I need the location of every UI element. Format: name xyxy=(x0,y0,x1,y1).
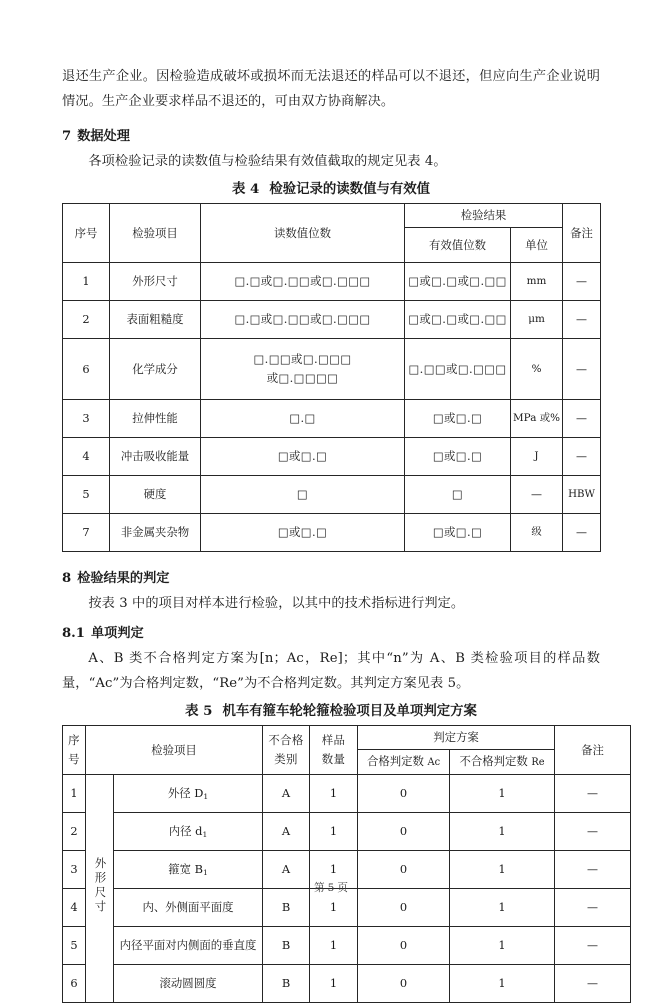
table4-cell-valid: □或□.□或□.□□ xyxy=(405,263,511,301)
table5-cell-ac: 0 xyxy=(358,889,450,927)
table5-cell-ac: 0 xyxy=(358,813,450,851)
table5-cell-seq: 6 xyxy=(63,965,86,1003)
table5-cell-item xyxy=(114,813,263,851)
table4-cell-seq: 6 xyxy=(63,339,110,400)
table4-reading-line-1: □.□□或□.□□□ xyxy=(253,352,352,366)
footer-prefix: 第 xyxy=(314,882,325,894)
table5-cell-re: 1 xyxy=(450,813,555,851)
table5-cell-sample: 1 xyxy=(310,889,358,927)
table4-cell-valid: □ xyxy=(405,476,511,514)
paragraph-8-1-1: A、B 类不合格判定方案为[n；Ac，Re]；其中“n”为 A、B 类检验项目的样品数量，“Ac”为合格判定数，“Re”为不合格判定数。其判定方案见表 5。 xyxy=(62,651,600,691)
table4-th-unit: 单位 xyxy=(511,228,563,263)
table5-cell-sample: 1 xyxy=(310,965,358,1003)
table4-cell-item: 硬度 xyxy=(110,476,201,514)
table5-th-re xyxy=(450,750,555,775)
table-row xyxy=(63,263,601,301)
table5-cell-re: 1 xyxy=(450,889,555,927)
table4-cell-reading xyxy=(201,339,405,400)
table-5 xyxy=(62,725,631,1003)
table4-cell-valid: □.□□或□.□□□ xyxy=(405,339,511,400)
table4-cell-unit: mm xyxy=(511,263,563,301)
table5-cell-defect: A xyxy=(263,813,310,851)
table5-th-sample-line-2: 数量 xyxy=(321,752,346,766)
table5-th-sample xyxy=(310,726,358,775)
table4-cell-unit: MPa 或% xyxy=(511,400,563,438)
table4-th-result-group: 检验结果 xyxy=(405,204,563,228)
table4-header-row-1 xyxy=(63,204,601,228)
table-row xyxy=(63,301,601,339)
table5-cell-defect: B xyxy=(263,889,310,927)
table4-cell-valid: □或□.□或□.□□ xyxy=(405,301,511,339)
table5-item-subscript: 1 xyxy=(202,867,208,877)
table5-cell-ac: 0 xyxy=(358,851,450,889)
table4-cell-valid: □或□.□ xyxy=(405,400,511,438)
table5-cell-item xyxy=(114,965,263,1003)
table5-cell-defect: B xyxy=(263,965,310,1003)
table5-item-name: 滚动圆圆度 xyxy=(159,975,217,990)
table4-cell-seq: 1 xyxy=(63,263,110,301)
table5-cell-re: 1 xyxy=(450,965,555,1003)
table5-item-subscript: 1 xyxy=(203,791,209,801)
table5-cell-remark: — xyxy=(555,889,631,927)
table5-th-defect-line-2: 类别 xyxy=(274,752,298,766)
table4-body xyxy=(63,263,601,552)
table4-cell-reading: □或□.□ xyxy=(201,438,405,476)
table5-th-item: 检验项目 xyxy=(86,726,263,775)
table4-cell-seq: 4 xyxy=(63,438,110,476)
table4-th-item: 检验项目 xyxy=(110,204,201,263)
paragraph-8-1: 按表 3 中的项目对样本进行检验，以其中的技术指标进行判定。 xyxy=(88,596,465,611)
page-footer xyxy=(0,880,662,895)
table4-cell-unit: μm xyxy=(511,301,563,339)
table4-cell-valid: □或□.□ xyxy=(405,438,511,476)
table4-cell-seq: 7 xyxy=(63,514,110,552)
table4-cell-remark: — xyxy=(563,400,601,438)
table-row xyxy=(63,438,601,476)
paragraph-7-1: 各项检验记录的读数值与检验结果有效值截取的规定见表 4。 xyxy=(88,154,447,169)
table5-th-sample-line-1: 样品 xyxy=(321,733,346,747)
table5-th-defect xyxy=(263,726,310,775)
table5-cell-remark: — xyxy=(555,927,631,965)
table4-cell-unit: 级 xyxy=(511,514,563,552)
table5-th-re-cn: 不合格判定数 xyxy=(459,754,532,768)
table5-th-seq-line-1: 序 xyxy=(68,733,80,747)
table5-group-label-text: 外形尺寸 xyxy=(93,857,108,915)
table4-th-valid-digits: 有效值位数 xyxy=(405,228,511,263)
table4-cell-remark: — xyxy=(563,263,601,301)
section-number-7: 7 xyxy=(62,129,72,144)
table5-cell-remark: — xyxy=(555,813,631,851)
table5-cell-seq: 1 xyxy=(63,775,86,813)
table5-cell-sample: 1 xyxy=(310,927,358,965)
table5-caption xyxy=(62,696,600,725)
table5-cell-re: 1 xyxy=(450,851,555,889)
table5-th-re-latin: Re xyxy=(531,757,545,768)
section-number-8: 8 xyxy=(62,571,72,586)
table4-cell-item: 表面粗糙度 xyxy=(110,301,201,339)
table4-cell-item: 非金属夹杂物 xyxy=(110,514,201,552)
table4-th-remark: 备注 xyxy=(563,204,601,263)
table5-th-defect-line-1: 不合格 xyxy=(268,733,304,747)
table4-cell-item: 外形尺寸 xyxy=(110,263,201,301)
table5-item-name: 内径平面对内侧面的垂直度 xyxy=(119,937,257,952)
table5-th-ac xyxy=(358,750,450,775)
table4-th-reading-digits: 读数值位数 xyxy=(201,204,405,263)
table4-cell-remark: — xyxy=(563,438,601,476)
table5-cell-sample: 1 xyxy=(310,813,358,851)
table4-cell-seq: 3 xyxy=(63,400,110,438)
table-row xyxy=(63,400,601,438)
paragraph-continuation: 退还生产企业。因检验造成破坏或损坏而无法退还的样品可以不退还，但应向生产企业说明情况。生产企业要求样品不退还的，可由双方协商解决。 xyxy=(62,69,600,109)
table5-item-name: 内径 d xyxy=(168,823,203,838)
table5-item-name: 内、外侧面平面度 xyxy=(142,899,234,914)
table4-cell-reading: □.□或□.□□或□.□□□ xyxy=(201,263,405,301)
table5-cell-sample: 1 xyxy=(310,851,358,889)
table5-cell-re: 1 xyxy=(450,775,555,813)
table5-label: 表 5 xyxy=(185,703,213,719)
table4-cell-reading: □ xyxy=(201,476,405,514)
table4-cell-item: 化学成分 xyxy=(110,339,201,400)
table4-th-seq: 序号 xyxy=(63,204,110,263)
table-4 xyxy=(62,203,601,552)
table4-cell-reading: □.□或□.□□或□.□□□ xyxy=(201,301,405,339)
table4-title-text: 检验记录的读数值与有效值 xyxy=(269,181,431,197)
table5-header-row-1 xyxy=(63,726,631,750)
table5-cell-defect: A xyxy=(263,775,310,813)
table-row xyxy=(63,339,601,400)
table4-cell-remark: — xyxy=(563,301,601,339)
table4-cell-remark: — xyxy=(563,339,601,400)
table5-th-ac-latin: Ac xyxy=(427,757,441,768)
footer-page-number: 5 xyxy=(327,882,335,894)
table-row xyxy=(63,965,631,1003)
table5-cell-remark: — xyxy=(555,965,631,1003)
table4-cell-unit: J xyxy=(511,438,563,476)
table-row xyxy=(63,514,601,552)
table-row xyxy=(63,927,631,965)
table5-th-remark: 备注 xyxy=(555,726,631,775)
table5-cell-seq: 2 xyxy=(63,813,86,851)
table5-cell-ac: 0 xyxy=(358,965,450,1003)
table4-label: 表 4 xyxy=(231,181,260,197)
section-title-8: 检验结果的判定 xyxy=(77,571,170,586)
table-row xyxy=(63,476,601,514)
section-title-7: 数据处理 xyxy=(77,129,130,144)
table5-cell-remark: — xyxy=(555,851,631,889)
section-heading-8 xyxy=(62,561,600,591)
table5-item-subscript: 1 xyxy=(202,829,208,839)
table4-cell-reading: □或□.□ xyxy=(201,514,405,552)
footer-suffix: 页 xyxy=(337,882,348,894)
section-number-8-1: 8.1 xyxy=(62,626,85,641)
section-title-8-1: 单项判定 xyxy=(90,626,144,641)
table5-item-name: 外径 D xyxy=(167,785,204,800)
table5-cell-item xyxy=(114,927,263,965)
page-content xyxy=(62,64,604,1003)
table5-cell-seq: 3 xyxy=(63,851,86,889)
table4-caption xyxy=(62,174,600,203)
spacer xyxy=(62,552,600,561)
table5-cell-seq: 4 xyxy=(63,889,86,927)
table5-th-seq xyxy=(63,726,86,775)
table5-th-plan-group: 判定方案 xyxy=(358,726,555,750)
table4-cell-seq: 2 xyxy=(63,301,110,339)
table4-cell-seq: 5 xyxy=(63,476,110,514)
table5-cell-remark: — xyxy=(555,775,631,813)
table-row xyxy=(63,775,631,813)
table4-cell-item: 拉伸性能 xyxy=(110,400,201,438)
table5-cell-ac: 0 xyxy=(358,927,450,965)
table4-cell-unit: % xyxy=(511,339,563,400)
table5-cell-defect: A xyxy=(263,851,310,889)
table5-th-ac-cn: 合格判定数 xyxy=(366,754,428,768)
table5-cell-seq: 5 xyxy=(63,927,86,965)
table4-cell-remark: HBW xyxy=(563,476,601,514)
table5-title-text: 机车有箍车轮轮箍检验项目及单项判定方案 xyxy=(222,703,477,719)
table5-th-seq-line-2: 号 xyxy=(68,752,80,766)
table4-reading-line-2: 或□.□□□□ xyxy=(266,371,339,385)
table-row xyxy=(63,813,631,851)
table4-cell-item: 冲击吸收能量 xyxy=(110,438,201,476)
section-heading-7 xyxy=(62,119,600,149)
table5-cell-sample: 1 xyxy=(310,775,358,813)
table4-cell-unit: — xyxy=(511,476,563,514)
table4-cell-remark: — xyxy=(563,514,601,552)
table4-cell-valid: □或□.□ xyxy=(405,514,511,552)
table5-cell-defect: B xyxy=(263,927,310,965)
table5-cell-ac: 0 xyxy=(358,775,450,813)
table5-item-name: 箍宽 B xyxy=(168,861,203,876)
table4-cell-reading: □.□ xyxy=(201,400,405,438)
section-heading-8-1 xyxy=(62,616,600,646)
table5-cell-item xyxy=(114,775,263,813)
table5-cell-re: 1 xyxy=(450,927,555,965)
